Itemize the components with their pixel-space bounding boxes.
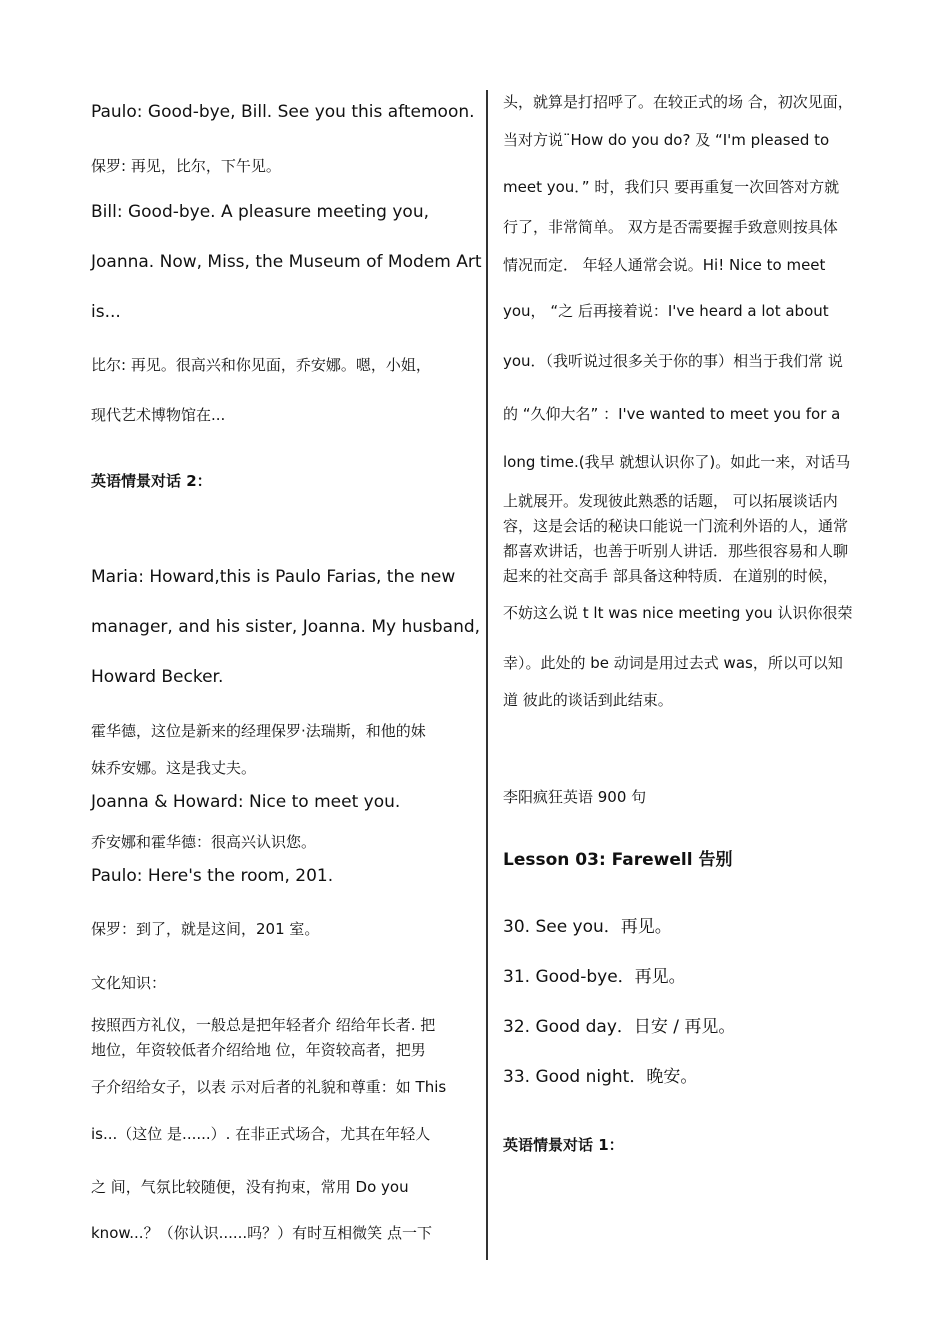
section-heading: 李阳疯狂英语 900 句: [503, 788, 647, 806]
text-line: Joanna. Now, Miss, the Museum of Modem Art: [91, 252, 482, 272]
text-line: 的 “久仰大名” ：I've wanted to meet you for a: [503, 405, 841, 423]
text-line: 都喜欢讲话，也善于听别人讲话．那些很容易和人聊: [503, 542, 849, 560]
section-heading: 英语情景对话 1：: [503, 1136, 624, 1154]
text-line: 文化知识：: [91, 974, 167, 992]
lesson-title: Lesson 03: Farewell 告别: [503, 850, 733, 870]
text-line: 地位，年资较低者介绍给地 位，年资较高者，把男: [91, 1041, 426, 1059]
text-line: 上就展开。发现彼此熟悉的话题， 可以拓展谈话内: [503, 492, 838, 510]
text-line: 妹乔安娜。这是我丈夫。: [91, 759, 257, 777]
text-line: Maria: Howard,this is Paulo Farias, the new: [91, 567, 456, 587]
text-line: 当对方说¨How do you do? 及 “I'm pleased to: [503, 131, 830, 149]
text-line: manager, and his sister, Joanna. My husband,: [91, 617, 481, 637]
text-line: you．（我听说过很多关于你的事）相当于我们常 说: [503, 352, 843, 370]
section-heading: 英语情景对话 2：: [91, 472, 212, 490]
text-line: 子介绍给女子，以表 示对后者的礼貌和尊重：如 This: [91, 1078, 447, 1096]
text-line: know...？（你认识......吗？）有时互相微笑 点一下: [91, 1224, 432, 1242]
text-line: 现代艺术博物馆在...: [91, 406, 226, 424]
text-line: Paulo: Good-bye, Bill. See you this aftemoon.: [91, 102, 475, 122]
text-line: 保罗: 再见，比尔，下午见。: [91, 157, 281, 175]
text-line: 乔安娜和霍华德：很高兴认识您。: [91, 833, 317, 851]
text-line: Paulo: Here's the room, 201.: [91, 866, 334, 886]
text-line: 幸）。此处的 be 动词是用过去式 was，所以可以知: [503, 654, 843, 672]
text-line: 情况而定． 年轻人通常会说。Hi! Nice to meet: [503, 256, 826, 274]
text-line: 保罗：到了，就是这间，201 室。: [91, 920, 320, 938]
text-line: Howard Becker.: [91, 667, 224, 687]
list-item: 32. Good day．日安 / 再见。: [503, 1017, 736, 1037]
text-line: 按照西方礼仪，一般总是把年轻者介 绍给年长者. 把: [91, 1016, 436, 1034]
list-item: 31. Good-bye．再见。: [503, 967, 686, 987]
text-line: Joanna & Howard: Nice to meet you.: [91, 792, 401, 812]
text-line: meet you．” 时，我们只 要再重复一次回答对方就: [503, 178, 840, 196]
text-line: 不妨这么说 t lt was nice meeting you 认识你很荣: [503, 604, 853, 622]
text-line: 行了，非常简单。 双方是否需要握手致意则按具体: [503, 218, 838, 236]
column-divider: [486, 90, 488, 1260]
text-line: 霍华德，这位是新来的经理保罗·法瑞斯，和他的妹: [91, 722, 426, 740]
text-line: 比尔: 再见。很高兴和你见面，乔安娜。嗯，小姐，: [91, 356, 431, 374]
text-line: Bill: Good-bye. A pleasure meeting you,: [91, 202, 429, 222]
text-line: is...: [91, 302, 121, 322]
text-line: you， “之 后再接着说：I've heard a lot about: [503, 302, 829, 320]
text-line: 容，这是会话的秘诀口能说一门流利外语的人，通常: [503, 517, 849, 535]
list-item: 30. See you．再见。: [503, 917, 672, 937]
text-line: 头，就算是打招呼了。在较正式的场 合，初次见面，: [503, 93, 853, 111]
text-line: long time.(我早 就想认识你了)。如此一来，对话马: [503, 453, 851, 471]
text-line: 道 彼此的谈话到此结束。: [503, 691, 673, 709]
text-line: is...（这位 是......）. 在非正式场合，尤其在年轻人: [91, 1125, 431, 1143]
list-item: 33. Good night．晚安。: [503, 1067, 698, 1087]
text-line: 起来的社交高手 部具备这种特质．在道别的时候，: [503, 567, 838, 585]
text-line: 之 间，气氛比较随便，没有拘束，常用 Do you: [91, 1178, 409, 1196]
